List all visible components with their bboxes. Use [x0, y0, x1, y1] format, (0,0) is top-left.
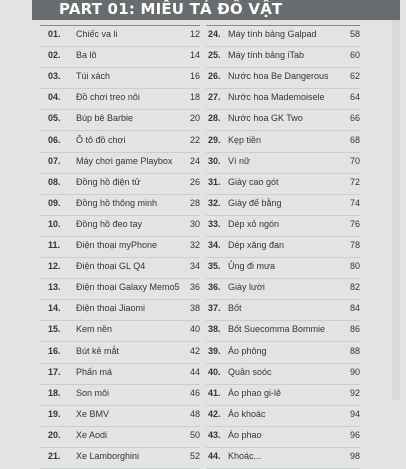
entry-title: Điện thoại Galaxy Memo5 [76, 282, 180, 293]
toc-entry [40, 300, 200, 321]
entry-title: Ủng đi mưa [228, 261, 276, 272]
entry-number: 44. [208, 451, 221, 461]
entry-number: 13. [48, 282, 61, 293]
entry-page-number: 70 [349, 155, 360, 166]
entry-number: 02. [48, 50, 61, 61]
entry-number: 31. [208, 176, 221, 187]
entry-page-number: 20 [189, 113, 200, 124]
entry-number: 16. [48, 345, 61, 356]
entry-number: 24. [208, 29, 221, 39]
entry-number: 40. [208, 366, 221, 377]
page-edge [392, 20, 400, 400]
entry-page-number: 76 [349, 218, 360, 229]
entry-page-number: 34 [189, 261, 200, 272]
entry-page-number: 94 [349, 408, 360, 419]
toc-entry [206, 343, 360, 364]
entry-page-number: 42 [189, 345, 200, 356]
entry-page-number: 58 [349, 29, 360, 39]
entry-title: Áo phao gi-lê [228, 387, 282, 398]
entry-number: 12. [48, 261, 61, 272]
toc-entry [40, 153, 200, 174]
entry-number: 05. [48, 113, 61, 124]
entry-number: 20. [48, 429, 61, 440]
entry-number: 42. [208, 408, 221, 419]
entry-title: Giày đế bằng [228, 197, 282, 208]
entry-page-number: 32 [189, 240, 200, 250]
toc-entry [206, 195, 360, 216]
entry-page-number: 22 [189, 134, 200, 145]
toc-entry [40, 448, 200, 469]
entry-number: 30. [208, 155, 221, 166]
entry-page-number: 12 [189, 29, 200, 39]
entry-title: Áo khoác [228, 408, 266, 419]
entry-title: Dép xỏ ngón [228, 218, 280, 229]
entry-page-number: 40 [189, 324, 200, 335]
entry-page-number: 72 [349, 176, 360, 187]
entry-page-number: 74 [349, 197, 360, 208]
entry-number: 26. [208, 71, 221, 82]
toc-entry [206, 132, 360, 153]
toc-entry [40, 279, 200, 300]
toc-entry [40, 47, 200, 68]
entry-title: Giày lười [228, 282, 265, 293]
entry-page-number: 68 [349, 134, 360, 145]
entry-page-number: 96 [349, 429, 360, 440]
toc-entry [40, 132, 200, 153]
entry-page-number: 30 [189, 218, 200, 229]
entry-page-number: 26 [189, 176, 200, 187]
entry-title: Phấn má [76, 366, 113, 377]
entry-number: 10. [48, 218, 61, 229]
entry-number: 04. [48, 92, 61, 103]
entry-title: Đồng hồ thông minh [76, 197, 158, 208]
toc-entry [206, 258, 360, 279]
entry-title: Điện thoại myPhone [76, 240, 158, 250]
toc-entry [206, 237, 360, 258]
entry-title: Chiếc va li [76, 29, 118, 39]
entry-number: 27. [208, 92, 221, 103]
entry-page-number: 88 [349, 345, 360, 356]
entry-title: Son môi [76, 387, 110, 398]
toc-entry [206, 448, 360, 469]
entry-title: Đồng hồ đeo tay [76, 218, 143, 229]
entry-title: Máy tính bảng Galpad [228, 29, 317, 39]
entry-title: Áo phao [228, 429, 262, 440]
entry-number: 39. [208, 345, 221, 356]
part-title: PART 01: MIÊU TẢ ĐỒ VẬT [59, 0, 283, 18]
entry-number: 11. [48, 240, 61, 250]
entry-page-number: 50 [189, 429, 200, 440]
toc-entry [40, 343, 200, 364]
entry-page-number: 18 [189, 92, 200, 103]
toc-entry [206, 279, 360, 300]
toc-left-column [0, 0, 200, 461]
toc-entry [206, 153, 360, 174]
entry-number: 06. [48, 134, 61, 145]
entry-page-number: 78 [349, 240, 360, 250]
entry-title: Xe Lamborghini [76, 451, 140, 461]
entry-page-number: 52 [189, 451, 200, 461]
toc-entry [40, 26, 200, 47]
toc-entry [206, 406, 360, 427]
entry-title: Khoác... [228, 451, 262, 461]
toc-entry [206, 300, 360, 321]
entry-number: 35. [208, 261, 221, 272]
toc-entry [206, 89, 360, 110]
toc-entry [40, 406, 200, 427]
toc-entry [206, 174, 360, 195]
entry-page-number: 46 [189, 387, 200, 398]
toc-entry [206, 47, 360, 68]
entry-title: Ô tô đồ chơi [76, 134, 126, 145]
entry-number: 29. [208, 134, 221, 145]
entry-page-number: 92 [349, 387, 360, 398]
toc-entry [206, 26, 360, 47]
entry-title: Máy chơi game Playbox [76, 155, 173, 166]
toc-entry [40, 89, 200, 110]
entry-number: 19. [48, 408, 61, 419]
entry-number: 15. [48, 324, 61, 335]
entry-page-number: 82 [349, 282, 360, 293]
entry-title: Ví nữ [228, 155, 251, 166]
entry-page-number: 44 [189, 366, 200, 377]
toc-entry [206, 68, 360, 89]
toc-entry [40, 364, 200, 385]
toc-entry [40, 216, 200, 237]
entry-number: 38. [208, 324, 221, 335]
entry-page-number: 16 [189, 71, 200, 82]
entry-title: Nước hoa GK Two [228, 113, 303, 124]
entry-title: Dép xăng đan [228, 240, 285, 250]
entry-title: Túi xách [76, 71, 111, 82]
toc-entry [40, 385, 200, 406]
entry-title: Điện thoại Jiaomi [76, 303, 146, 314]
entry-title: Bốt Suecomma Bommie [228, 324, 326, 335]
entry-title: Bốt [228, 303, 242, 314]
entry-number: 43. [208, 429, 221, 440]
toc-entry [206, 110, 360, 131]
entry-number: 09. [48, 197, 61, 208]
entry-title: Kẹp tiền [228, 134, 262, 145]
entry-number: 07. [48, 155, 61, 166]
entry-title: Xe BMV [76, 408, 110, 419]
entry-title: Xe Aodi [76, 429, 108, 440]
entry-page-number: 48 [189, 408, 200, 419]
toc-entry [40, 174, 200, 195]
toc-entry [206, 427, 360, 448]
entry-page-number: 62 [349, 71, 360, 82]
entry-title: Ba lô [76, 50, 97, 61]
toc-right-column [206, 0, 406, 461]
entry-number: 08. [48, 176, 61, 187]
entry-page-number: 36 [189, 282, 200, 293]
entry-title: Nước hoa Be Dangerous [228, 71, 329, 82]
entry-title: Áo phông [228, 345, 267, 356]
entry-title: Máy tính bảng iTab [228, 50, 305, 61]
entry-number: 01. [48, 29, 61, 39]
entry-page-number: 60 [349, 50, 360, 61]
entry-number: 17. [48, 366, 61, 377]
toc-entry [206, 216, 360, 237]
entry-number: 21. [48, 451, 61, 461]
entry-number: 28. [208, 113, 221, 124]
entry-page-number: 14 [189, 50, 200, 61]
entry-title: Đồng hồ điện tử [76, 176, 141, 187]
entry-number: 37. [208, 303, 221, 314]
entry-number: 18. [48, 387, 61, 398]
entry-number: 34. [208, 240, 221, 250]
entry-title: Bút kẻ mắt [76, 345, 120, 356]
toc-entry [40, 258, 200, 279]
toc-entry [206, 321, 360, 342]
entry-number: 33. [208, 218, 221, 229]
entry-title: Giày cao gót [228, 176, 279, 187]
toc-entry [206, 364, 360, 385]
entry-page-number: 24 [189, 155, 200, 166]
entry-number: 03. [48, 71, 61, 82]
entry-title: Nước hoa Mademoisele [228, 92, 325, 103]
entry-page-number: 84 [349, 303, 360, 314]
entry-title: Búp bê Barbie [76, 113, 134, 124]
entry-page-number: 86 [349, 324, 360, 335]
entry-page-number: 90 [349, 366, 360, 377]
entry-page-number: 80 [349, 261, 360, 272]
toc-entry [40, 68, 200, 89]
entry-number: 14. [48, 303, 61, 314]
toc-entry [40, 237, 200, 258]
entry-title: Kem nền [76, 324, 113, 335]
toc-entry [40, 110, 200, 131]
entry-page-number: 38 [189, 303, 200, 314]
toc-entry [206, 385, 360, 406]
entry-number: 25. [208, 50, 221, 61]
entry-number: 32. [208, 197, 221, 208]
entry-title: Đồ chơi treo nôi [76, 92, 140, 103]
entry-page-number: 66 [349, 113, 360, 124]
entry-number: 41. [208, 387, 221, 398]
toc-entry [40, 195, 200, 216]
toc-entry [40, 427, 200, 448]
entry-page-number: 98 [349, 451, 360, 461]
toc-entry [40, 321, 200, 342]
entry-title: Điện thoại GL Q4 [76, 261, 146, 272]
entry-page-number: 64 [349, 92, 360, 103]
entry-page-number: 28 [189, 197, 200, 208]
entry-title: Quần soóc [228, 366, 272, 377]
entry-number: 36. [208, 282, 221, 293]
